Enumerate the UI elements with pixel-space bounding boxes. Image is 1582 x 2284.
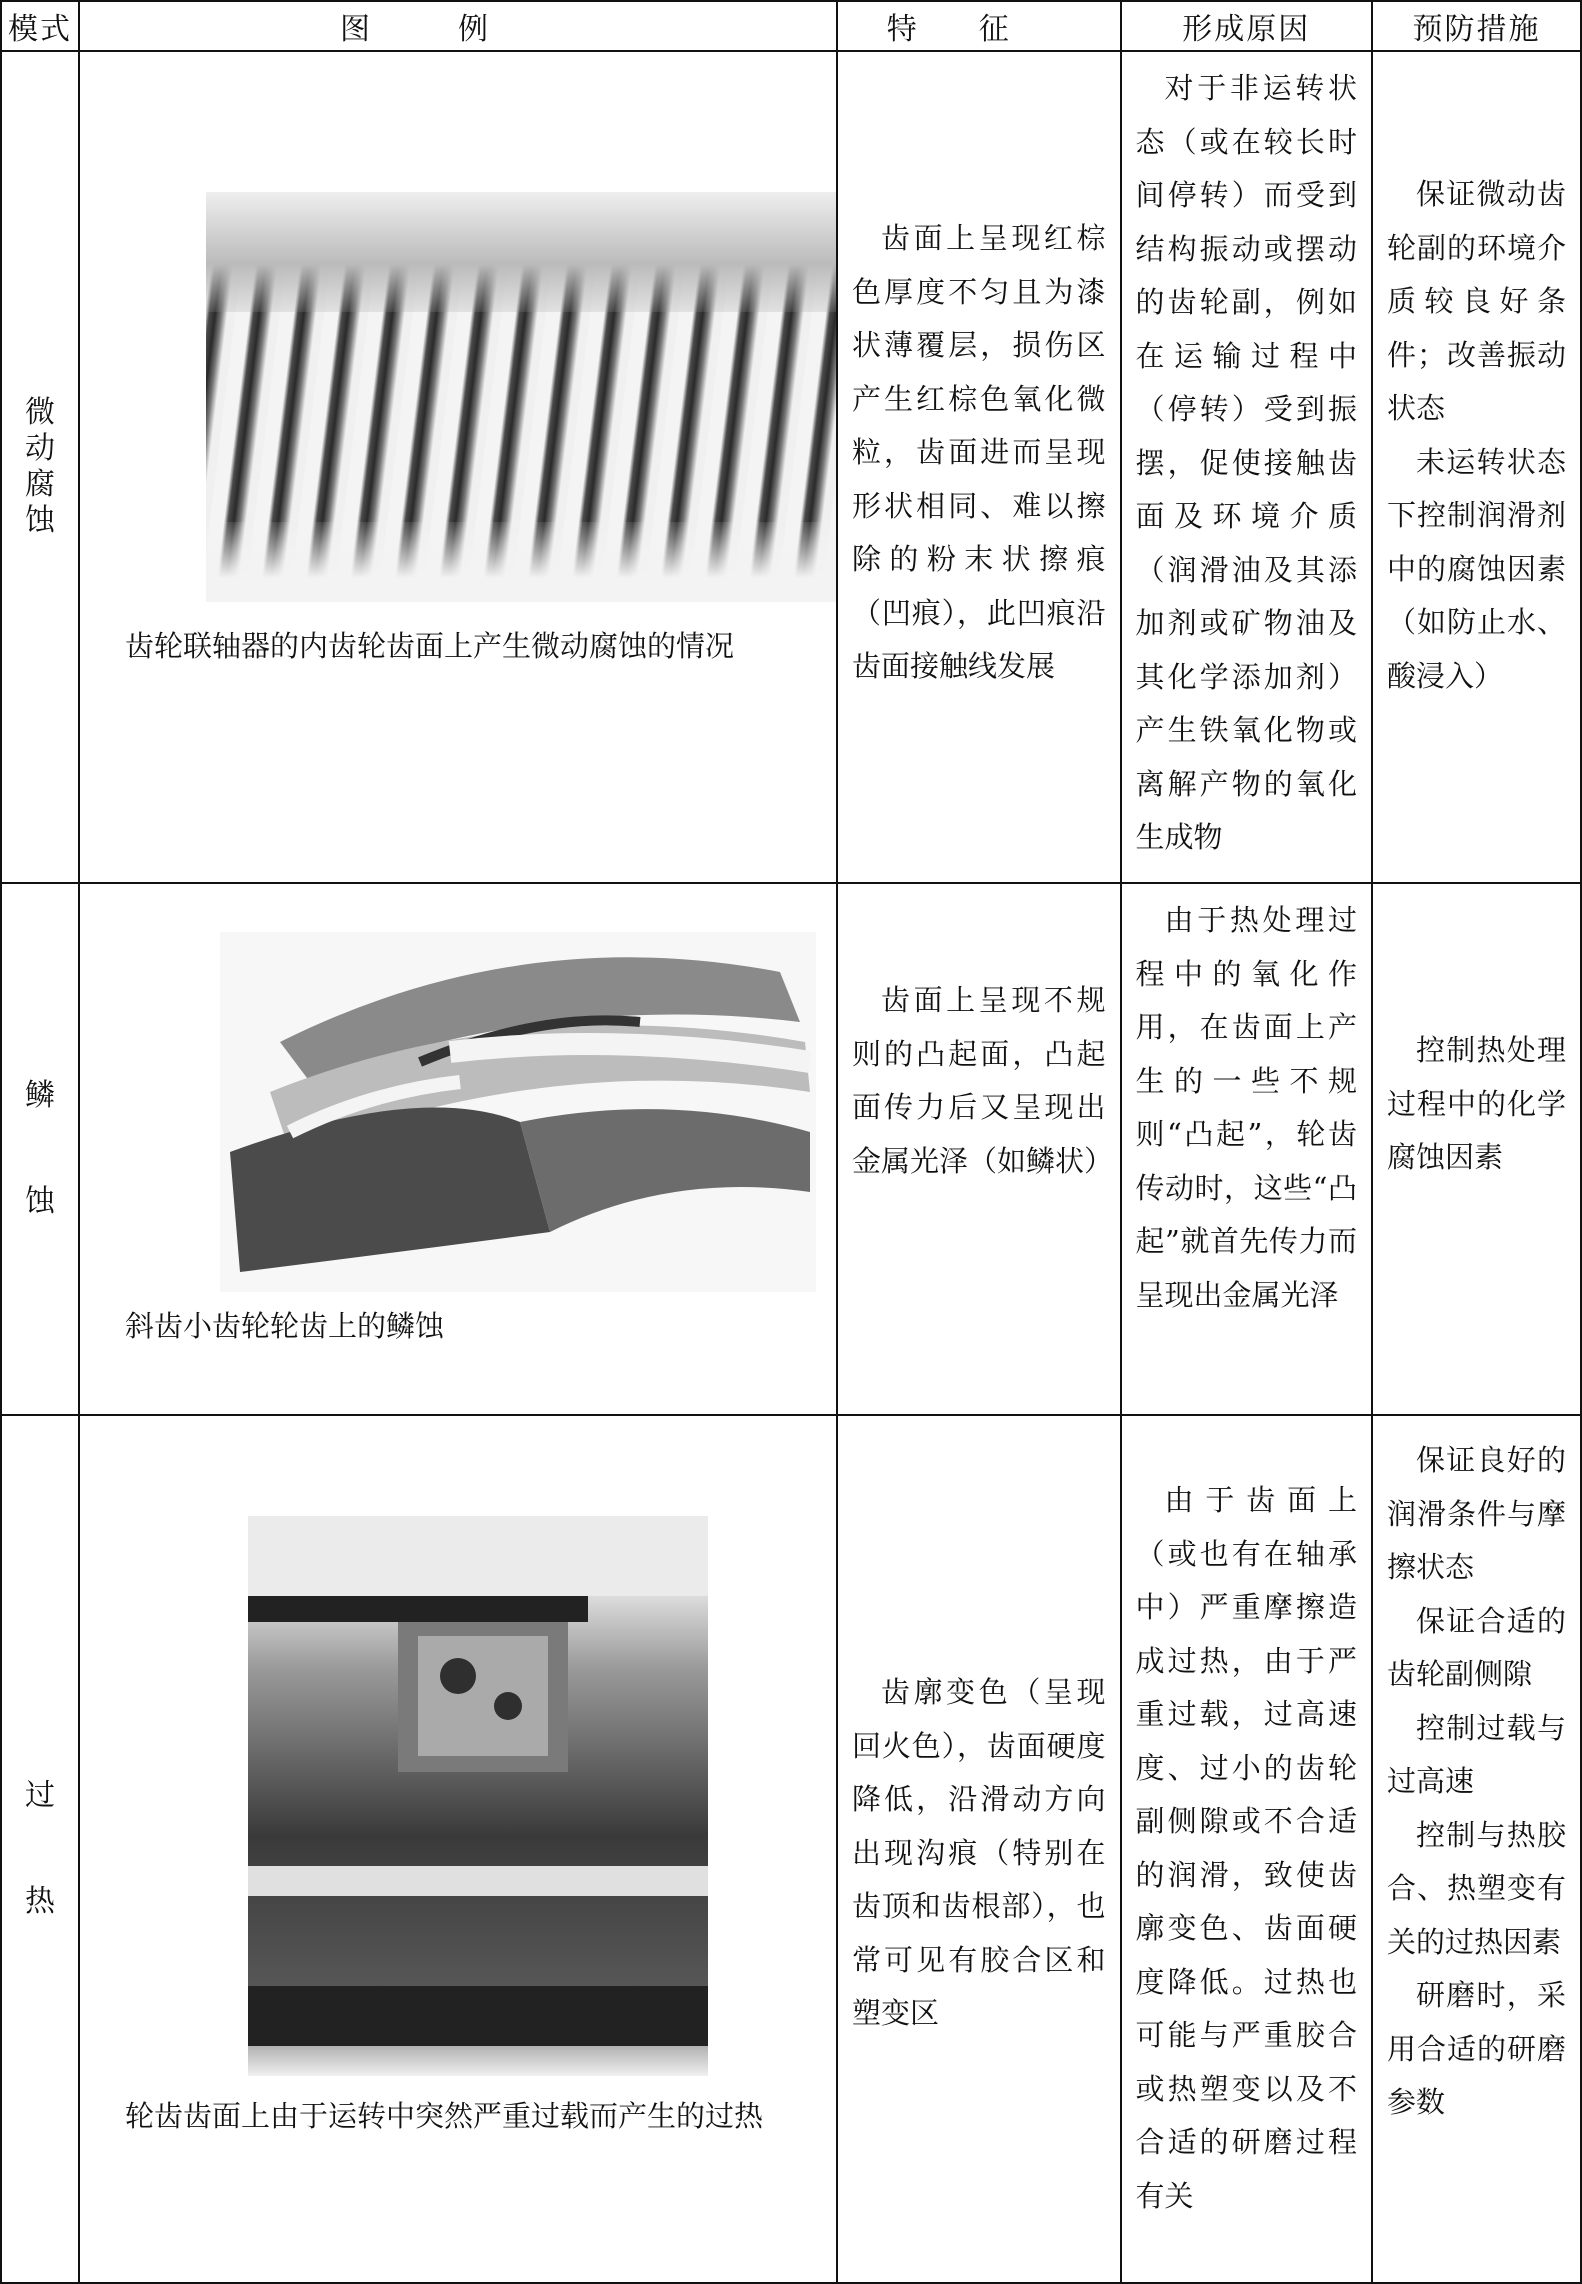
table-header-row xyxy=(1,1,1581,51)
figure-cell xyxy=(79,1415,837,2283)
table-row xyxy=(1,883,1581,1415)
header-feature: 特征 xyxy=(837,1,1121,51)
figure-cell xyxy=(79,51,837,883)
prevention-item: 研磨时，采用合适的研磨参数 xyxy=(1386,1978,1566,2119)
prevention-item: 保证合适的齿轮副侧隙 xyxy=(1386,1603,1566,1691)
cause-text: 由于热处理过程中的氧化作用，在齿面上产生的一些不规则“凸起”，轮齿传动时，这些“凸起”就首先传力而呈现出金属光泽 xyxy=(1135,903,1357,1312)
prevention-item: 未运转状态下控制润滑剂中的腐蚀因素（如防止水、酸浸入） xyxy=(1386,444,1566,693)
feature-cell xyxy=(837,883,1121,1415)
cause-cell xyxy=(1121,51,1372,883)
cause-text: 由于齿面上（或也有在轴承中）严重摩擦造成过热，由于严重过载，过高速度、过小的齿轮副侧隙或不合适的润滑，致使齿廓变色、齿面硬度降低。过热也可能与严重胶合或热塑变以及不合适的研磨过程有关 xyxy=(1135,1483,1357,2213)
prevention-item: 控制过载与过高速 xyxy=(1386,1710,1566,1798)
feature-text: 齿廓变色（呈现回火色），齿面硬度降低，沿滑动方向出现沟痕（特别在齿顶和齿根部），也常可见有胶合区和塑变区 xyxy=(851,1675,1106,2030)
overheated-tooth-illustration xyxy=(248,1516,708,2076)
prevention-cell xyxy=(1372,51,1581,883)
cause-cell xyxy=(1121,1415,1372,2283)
prevention-item: 控制热处理过程中的化学腐蚀因素 xyxy=(1386,1033,1566,1174)
figure-caption: 轮齿齿面上由于运转中突然严重过载而产生的过热 xyxy=(124,2099,763,2133)
prevention-list xyxy=(1373,52,1580,703)
prevention-cell xyxy=(1372,883,1581,1415)
feature-cell xyxy=(837,1415,1121,2283)
header-mode: 模式 xyxy=(1,1,79,51)
figure-caption: 斜齿小齿轮轮齿上的鳞蚀 xyxy=(124,1309,444,1343)
cause-text: 对于非运转状态（或在较长时间停转）而受到结构振动或摆动的齿轮副，例如在运输过程中（停转）受到振摆，促使接触齿面及环境介质（润滑油及其添加剂或矿物油及其化学添加剂）产生铁氧化物或离解产物的氧化生成物 xyxy=(1135,71,1357,854)
prevention-list xyxy=(1373,1416,1580,2130)
cause-cell xyxy=(1121,883,1372,1415)
figure-caption: 齿轮联轴器的内齿轮齿面上产生微动腐蚀的情况 xyxy=(124,629,734,663)
table-row xyxy=(1,1415,1581,2283)
mode-cell: 鳞 蚀 xyxy=(1,883,79,1415)
header-figure: 图例 xyxy=(79,1,837,51)
prevention-list xyxy=(1373,884,1580,1185)
overheated-tooth-photo xyxy=(248,1516,708,2076)
table-row xyxy=(1,51,1581,883)
feature-text: 齿面上呈现不规则的凸起面，凸起面传力后又呈现出金属光泽（如鳞状） xyxy=(851,983,1113,1178)
prevention-cell xyxy=(1372,1415,1581,2283)
helical-pinion-photo xyxy=(220,932,816,1292)
feature-cell xyxy=(837,51,1121,883)
gear-coupling-photo xyxy=(206,192,836,602)
mode-cell: 过 热 xyxy=(1,1415,79,2283)
header-cause: 形成原因 xyxy=(1121,1,1372,51)
figure-cell xyxy=(79,883,837,1415)
prevention-item: 保证微动齿轮副的环境介质较良好条件；改善振动状态 xyxy=(1386,177,1566,425)
prevention-item: 控制与热胶合、热塑变有关的过热因素 xyxy=(1386,1817,1566,1959)
helical-pinion-illustration xyxy=(220,932,816,1292)
prevention-item: 保证良好的润滑条件与摩擦状态 xyxy=(1386,1443,1566,1584)
feature-text: 齿面上呈现红棕色厚度不匀且为漆状薄覆层，损伤区产生红棕色氧化微粒，齿面进而呈现形状相同、难以擦除的粉末状擦痕（凹痕），此凹痕沿齿面接触线发展 xyxy=(851,221,1106,683)
mode-cell: 微 动 腐 蚀 xyxy=(1,51,79,883)
header-prevention: 预防措施 xyxy=(1372,1,1581,51)
